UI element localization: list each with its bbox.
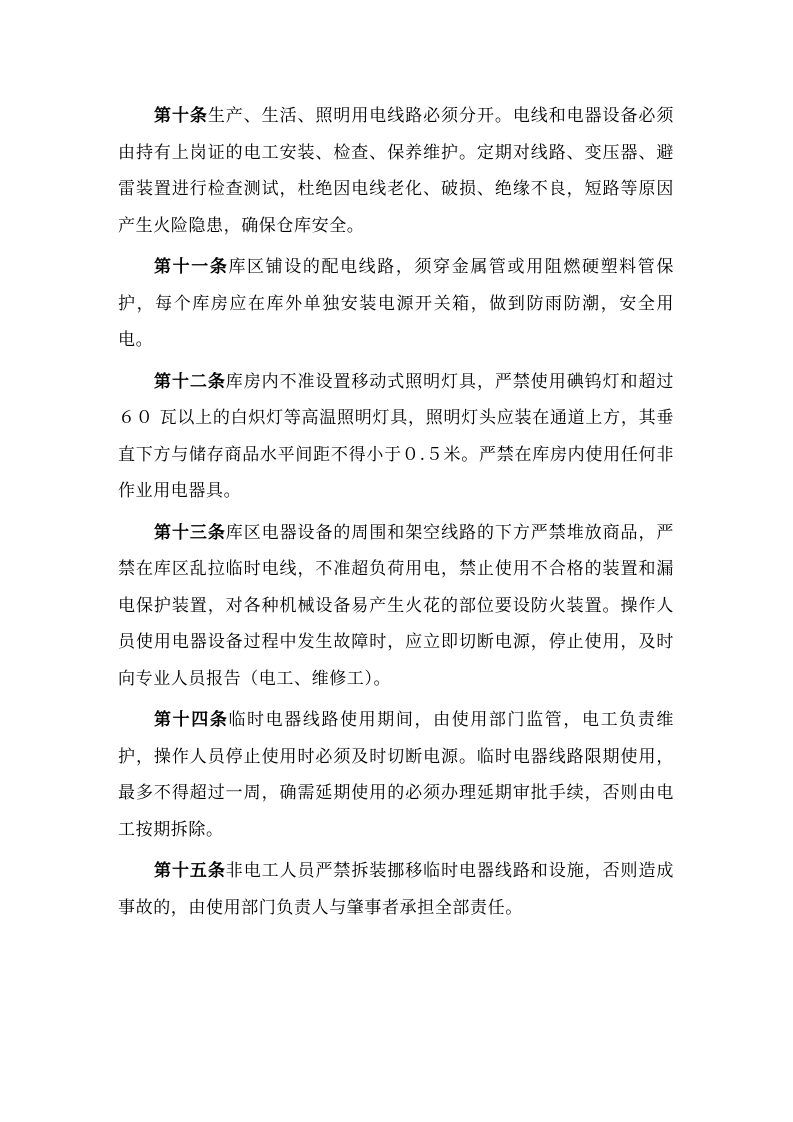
- article-12-label: 第十二条: [154, 371, 226, 392]
- article-12-text: 库房内不准设置移动式照明灯具，严禁使用碘钨灯和超过６０ 瓦以上的白炽灯等高温照明灯具，照明灯头应装在通道上方，其垂直下方与储存商品水平间距不得小于０.５米。严禁在库房内使用任何非作业用电器具。: [118, 371, 675, 501]
- article-13: [118, 515, 674, 698]
- article-14: [118, 702, 674, 848]
- article-10: [118, 98, 674, 244]
- article-15: [118, 853, 674, 926]
- article-10-text: 生产、生活、照明用电线路必须分开。电线和电器设备必须由持有上岗证的电工安装、检查、保养维护。定期对线路、变压器、避雷装置进行检查测试，杜绝因电线老化、破损、绝缘不良，短路等原因产生火险隐患，确保仓库安全。: [118, 106, 674, 236]
- article-13-label: 第十三条: [154, 522, 226, 543]
- document-page: [118, 98, 674, 926]
- article-14-label: 第十四条: [154, 710, 229, 730]
- article-11: [118, 249, 674, 359]
- article-11-label: 第十一条: [154, 257, 229, 277]
- article-12: [118, 364, 674, 510]
- article-14-text: 临时电器线路使用期间，由使用部门监管，电工负责维护，操作人员停止使用时必须及时切断电源。临时电器线路限期使用，最多不得超过一周，确需延期使用的必须办理延期审批手续，否则由电工按期拆除。: [118, 710, 674, 840]
- article-15-text: 非电工人员严禁拆装挪移临时电器线路和设施，否则造成事故的，由使用部门负责人与肇事者承担全部责任。: [118, 861, 675, 918]
- article-13-text: 库区电器设备的周围和架空线路的下方严禁堆放商品，严禁在库区乱拉临时电线，不准超负荷用电，禁止使用不合格的装置和漏电保护装置，对各种机械设备易产生火花的部位要设防火装置。操作人员使用电器设备过程中发生故障时，应立即切断电源，停止使用，及时向专业人员报告（电工、维修工）。: [118, 522, 675, 689]
- article-11-text: 库区铺设的配电线路，须穿金属管或用阻燃硬塑料管保护，每个库房应在库外单独安装电源开关箱，做到防雨防潮，安全用电。: [118, 257, 674, 350]
- article-15-label: 第十五条: [154, 861, 226, 881]
- article-10-label: 第十条: [154, 106, 208, 126]
